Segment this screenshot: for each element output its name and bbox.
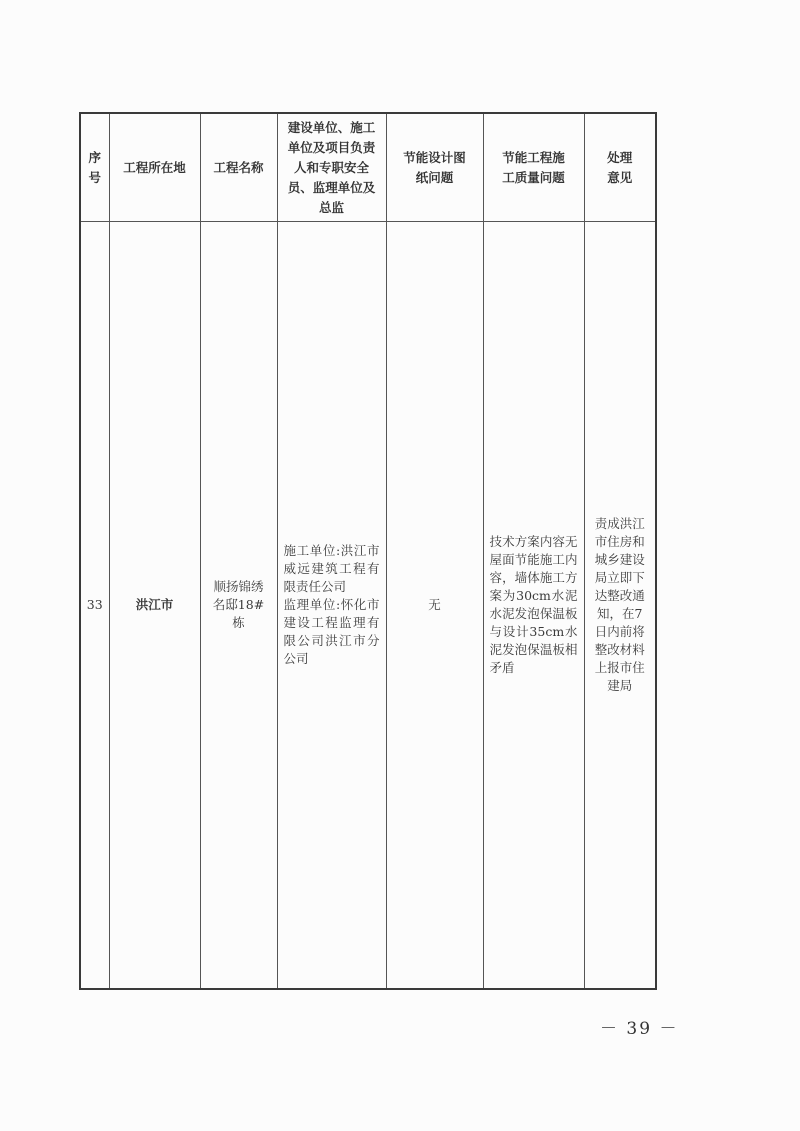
supervision-unit: 监理单位:怀化市建设工程监理有限公司洪江市分公司 xyxy=(283,597,380,666)
header-quality-issue: 节能工程施工质量问题 xyxy=(483,113,584,222)
construction-unit: 施工单位:洪江市威远建筑工程有限责任公司 xyxy=(283,543,380,594)
cell-location: 洪江市 xyxy=(109,222,200,990)
cell-seq: 33 xyxy=(80,222,109,990)
cell-quality-issue: 技术方案内容无屋面节能施工内容，墙体施工方案为30cm水泥水泥发泡保温板与设计35cm水泥发泡保温板相矛盾 xyxy=(483,222,584,990)
page-number: － 39 － xyxy=(600,1019,679,1039)
table-row xyxy=(80,222,656,990)
header-design-issue: 节能设计图纸问题 xyxy=(386,113,483,222)
cell-project: 顺扬锦绣名邸18#栋 xyxy=(200,222,277,990)
header-seq: 序号 xyxy=(80,113,109,222)
header-location: 工程所在地 xyxy=(109,113,200,222)
cell-design-issue: 无 xyxy=(386,222,483,990)
header-project: 工程名称 xyxy=(200,113,277,222)
header-units: 建设单位、施工单位及项目负责人和专职安全员、监理单位及总监 xyxy=(277,113,386,222)
cell-opinion: 责成洪江市住房和城乡建设局立即下达整改通知，在7日内前将整改材料上报市住建局 xyxy=(584,222,656,990)
header-row xyxy=(80,113,656,222)
header-opinion: 处理意见 xyxy=(584,113,656,222)
cell-units xyxy=(277,222,386,990)
inspection-table xyxy=(79,112,657,990)
